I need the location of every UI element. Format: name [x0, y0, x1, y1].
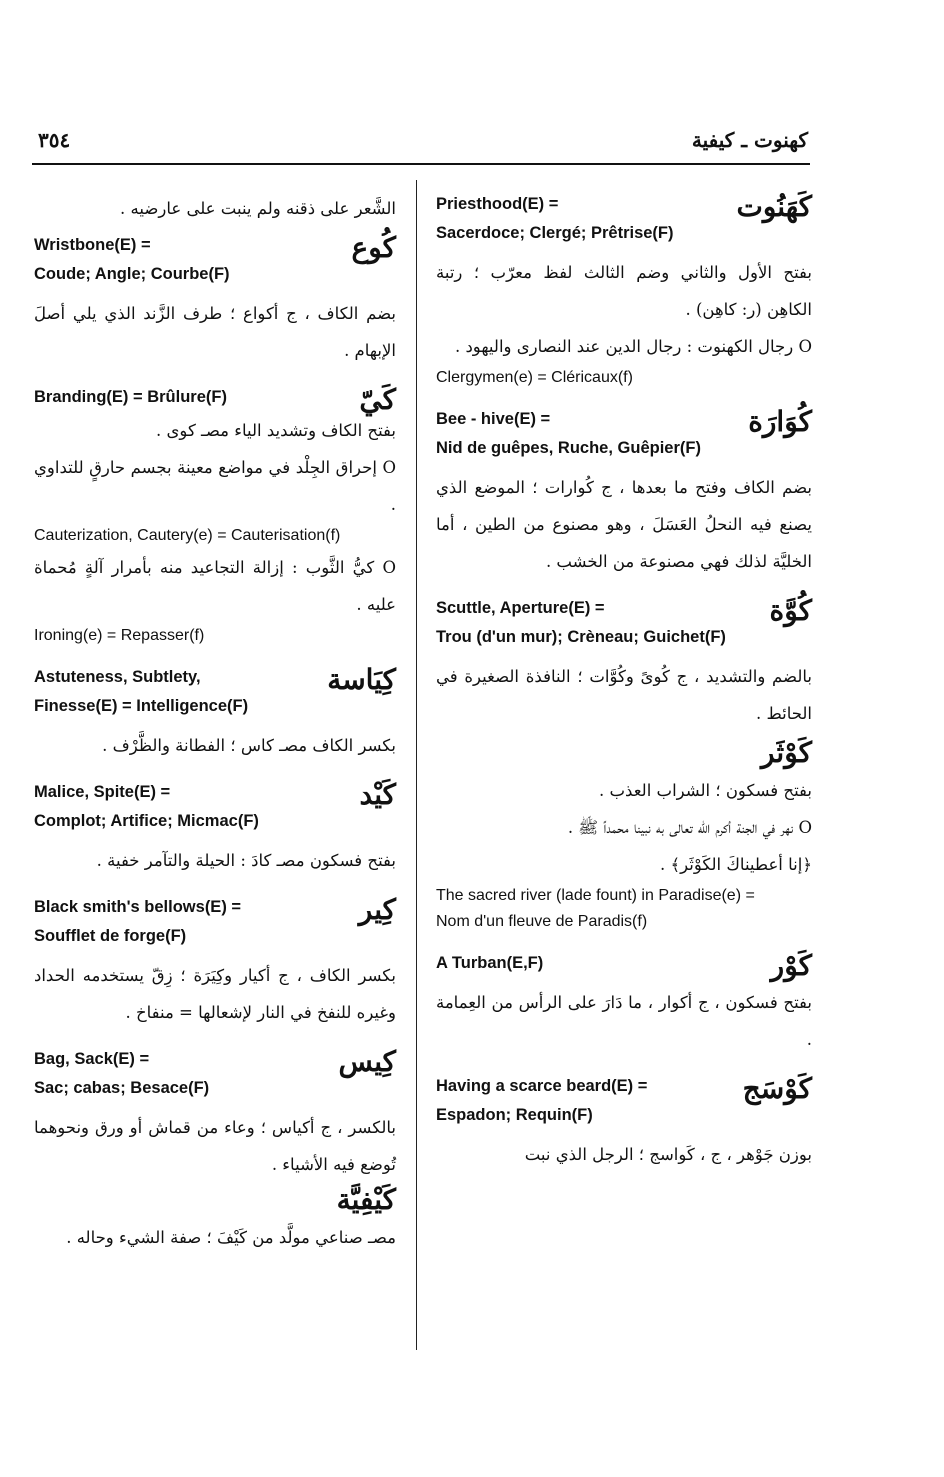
english-gloss: Branding(E) = Brûlure(F) [34, 388, 227, 406]
entry-kis [34, 1045, 396, 1183]
translation-line: Clergymen(e) = Cléricaux(f) [436, 369, 633, 386]
english-gloss: A Turban(E,F) [436, 953, 544, 972]
arabic-definition: بالكسر ، ج أكياس ؛ وعاء من قماش أو ورق ونحوهما تُوضع فيه الأشياء . [34, 1118, 396, 1174]
translation-line: Nom d'un fleuve de Paradis(f) [436, 912, 648, 930]
entry-kayd [34, 778, 396, 879]
french-gloss: Finesse(E) = Intelligence(F) [34, 697, 249, 715]
english-gloss: Malice, Spite(E) = [34, 783, 171, 801]
arabic-definition: مصـ صناعي مولَّد من كَيْفَ ؛ صفة الشيء وحاله . [66, 1227, 396, 1247]
entry-kawsaj [436, 1072, 812, 1173]
arabic-definition: بكسر الكاف ، ج أكيار وكِيَرَة ؛ زِقّ يستخدمه الحداد وغيره للنفخ في النار لإشعالها = منفاخ . [34, 966, 396, 1022]
french-gloss: Soufflet de forge(F) [34, 927, 187, 945]
arabic-definition: بفتح فسكون ، ج أكوار ، ما دَارَ على الرأس من العِمامة . [436, 992, 812, 1049]
translation-line: Ironing(e) = Repasser(f) [34, 627, 205, 644]
arabic-definition: بفتح الكاف وتشديد الياء مصـ كوى . [156, 421, 396, 440]
left-column [34, 190, 396, 1256]
column-divider [416, 180, 417, 1350]
right-column [436, 190, 812, 1173]
arabic-definition: O نهر في الجنة أكرم الله تعالى به نبينا محمداً ﷺ . [567, 817, 812, 837]
french-gloss: Espadon; Requin(F) [436, 1105, 593, 1124]
english-gloss: Bee - hive(E) = [436, 410, 551, 428]
arabic-definition: بوزن جَوْهر ، ج ، كَواسج ؛ الرجل الذي نبت [524, 1144, 812, 1164]
english-gloss: Black smith's bellows(E) = [34, 898, 242, 916]
arabic-definition: بفتح الأول والثاني وضم الثالث لفظ معرّب ؛ رتبة الكاهِن (ر: كاهِن) . [436, 263, 812, 319]
arabic-definition: O رجال الكهنوت : رجال الدين عند النصارى واليهود . [454, 337, 812, 356]
page-header [38, 128, 808, 162]
english-gloss: Wristbone(E) = [34, 236, 151, 254]
french-gloss: Sacerdoce; Clergé; Prêtrise(F) [436, 224, 674, 242]
french-gloss: Coude; Angle; Courbe(F) [34, 265, 230, 283]
translation-line: The sacred river (lade fount) in Paradise(e) = [436, 886, 755, 904]
entry-kir [34, 893, 396, 1031]
entry-kayy [34, 383, 396, 649]
entry-kiyasa [34, 663, 396, 764]
entry-kuu [34, 231, 396, 369]
quranic-quote: ﴿إنا أعطيناكَ الكَوْثَر﴾ . [659, 854, 812, 874]
entry-kawthar [436, 736, 812, 935]
headword: كُوع [351, 231, 396, 264]
headword: كُوَّة [769, 594, 812, 627]
arabic-definition: O إحراق الجِلْد في مواضع معينة بجسم حارقٍ للتداوي . [34, 458, 396, 514]
arabic-definition: بضم الكاف ، ج أكواع ؛ طرف الزَّند الذي يلي أصلَ الإبهام . [34, 304, 396, 360]
entry-kuwwa [436, 594, 812, 732]
headword: كَوْر [770, 948, 812, 982]
headword: كِيَاسة [327, 663, 396, 696]
header-rule [32, 163, 810, 165]
entry-kahanut [436, 190, 812, 391]
headword: كَيْفِيَّة [336, 1183, 396, 1216]
arabic-definition: بفتح فسكون مصـ كادَ : الحيلة والتآمر خفية . [96, 851, 396, 870]
arabic-definition: بفتح فسكون ؛ الشراب العذب . [599, 780, 812, 800]
translation-line: Cauterization, Cautery(e) = Cauterisation(f) [34, 527, 341, 544]
english-gloss: Astuteness, Subtlety, [34, 668, 201, 686]
arabic-definition: O كيُّ الثَّوب : إزالة التجاعيد منه بأمرار آلةٍ مُحماة عليه . [34, 558, 396, 614]
headword: كِير [358, 893, 396, 926]
english-gloss: Priesthood(E) = [436, 195, 559, 213]
english-gloss: Bag, Sack(E) = [34, 1050, 150, 1068]
french-gloss: Trou (d'un mur); Crèneau; Guichet(F) [436, 628, 726, 646]
arabic-definition: بالضم والتشديد ، ج كُوىً وكُوَّات ؛ النافذة الصغيرة في الحائط . [436, 667, 812, 723]
entry-kuwara [436, 405, 812, 580]
english-gloss: Having a scarce beard(E) = [436, 1076, 648, 1095]
entry-kayfiyya [34, 1183, 396, 1256]
headword: كَوْثَر [760, 736, 812, 769]
arabic-definition: بكسر الكاف مصـ كاس ؛ الفطانة والظَّرْف . [102, 736, 396, 755]
french-gloss: Sac; cabas; Besace(F) [34, 1079, 210, 1097]
french-gloss: Nid de guêpes, Ruche, Guêpier(F) [436, 439, 701, 457]
headword: كَيْد [359, 778, 396, 811]
page-number: ٣٥٤ [38, 128, 71, 152]
headword: كَيّ [359, 383, 396, 416]
headword: كَهَنُوت [736, 190, 812, 223]
running-title: كهنوت ـ كيفية [691, 128, 808, 152]
entry-kawr [436, 949, 812, 1058]
headword: كِيس [338, 1045, 396, 1078]
arabic-definition: بضم الكاف وفتح ما بعدها ، ج كُوارات ؛ الموضع الذي يصنع فيه النحلُ العَسَلَ ، وهو مصنوع من الطين ، أما الخليَّة لذلك فهي مصنوعة من الخشب . [436, 478, 812, 571]
continued-text: الشَّعر على ذقنه ولم ينبت على عارضيه . [120, 199, 396, 218]
french-gloss: Complot; Artifice; Micmac(F) [34, 812, 259, 830]
english-gloss: Scuttle, Aperture(E) = [436, 599, 605, 617]
headword: كَوْسَج [742, 1071, 812, 1105]
headword: كُوَارَة [748, 405, 812, 438]
